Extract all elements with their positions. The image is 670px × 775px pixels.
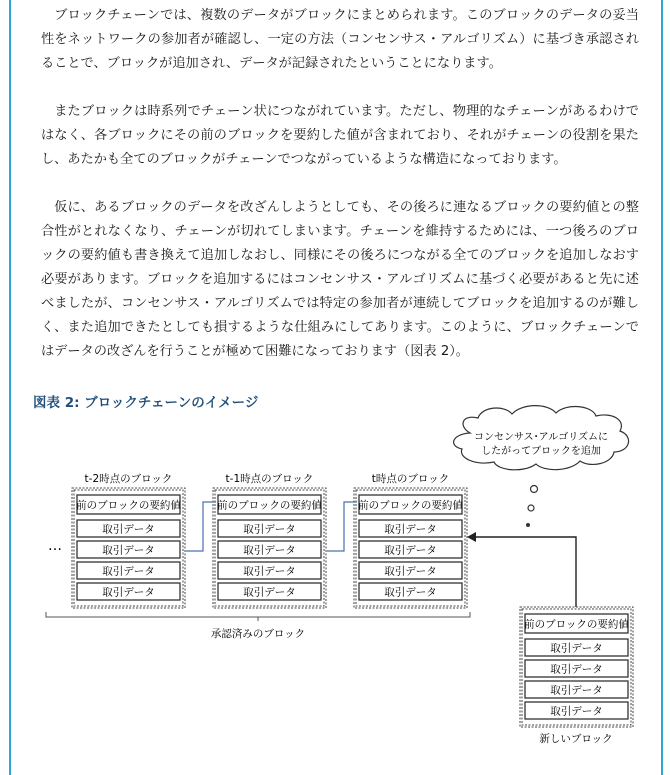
transaction-data-label: 取引データ [384,586,437,599]
chain-link-2 [327,502,357,551]
transaction-data-label: 取引データ [243,586,296,599]
figure-title: 図表 2: ブロックチェーンのイメージ [33,395,259,411]
transaction-data-label: 取引データ [550,705,603,718]
transaction-data-label: 取引データ [550,684,603,697]
summary-label: 前のブロックの要約値 [217,499,322,512]
add-arrow-head [467,532,476,542]
transaction-data-label: 取引データ [384,523,437,536]
block-1 [72,472,185,608]
transaction-data-label: 取引データ [102,523,155,536]
transaction-data-label: 取引データ [102,586,155,599]
block-2 [213,472,326,608]
cloud-text-line2: したがってブロックを追加 [481,446,601,457]
block-time-label: t時点のブロック [371,473,450,485]
paragraph-1: ブロックチェーンでは、複数のデータがブロックにまとめられます。このブロックのデータの妥当性をネットワークの参加者が確認し、一定の方法（コンセンサス・アルゴリズム）に基づき承認されることで、ブロックが追加され、データが記録されたということになります。 [41,8,639,71]
block-3 [354,472,467,608]
transaction-data-label: 取引データ [550,663,603,676]
thought-bubble-small [526,523,530,527]
block-new [520,607,633,727]
chain-ellipsis: … [48,538,62,554]
transaction-data-label: 取引データ [384,544,437,557]
approved-label: 承認済みのブロック [210,628,306,640]
transaction-data-label: 取引データ [384,565,437,578]
summary-label: 前のブロックの要約値 [524,618,629,631]
thought-bubble-large [531,486,538,493]
approved-brace [46,612,470,621]
cloud-text-line1: コンセンサス･アルゴリズムに [474,432,608,443]
approved-blocks [72,472,467,608]
summary-label: 前のブロックの要約値 [358,499,463,512]
chain-link-1 [186,502,216,551]
transaction-data-label: 取引データ [102,565,155,578]
transaction-data-label: 取引データ [243,565,296,578]
paragraph-3: 仮に、あるブロックのデータを改ざんしようとしても、その後ろに連なるブロックの要約値との整合性がとれなくなり、チェーンが切れてしまいます。チェーンを維持するためには、一つ後ろのブロックの要約値も書き換えて追加しなおし、同様にその後ろにつながる全てのブロックを追加しなおす必要があります。ブロックを追加するにはコンセンサス・アルゴリズムに基づく必要があると先に述べましたが、コンセンサス・アルゴリズムでは特定の参加者が連続してブロックを追加するのが難しく、また追加できたとしても損するような仕組みにしてあります。このように、ブロックチェーンではデータの改ざんを行うことが極めて困難になっております（図表 2）。 [41,200,639,359]
block-time-label: t-2時点のブロック [84,473,173,485]
new-block-label: 新しいブロック [539,733,613,745]
transaction-data-label: 取引データ [102,544,155,557]
new-block [520,607,633,727]
thought-bubble-medium [528,505,534,511]
consensus-cloud [454,406,629,470]
add-arrow-line [472,537,576,607]
block-time-label: t-1時点のブロック [225,473,314,485]
transaction-data-label: 取引データ [243,523,296,536]
transaction-data-label: 取引データ [243,544,296,557]
transaction-data-label: 取引データ [550,642,603,655]
summary-label: 前のブロックの要約値 [76,499,181,512]
paragraph-2: またブロックは時系列でチェーン状につながれています。ただし、物理的なチェーンがあるわけではなく、各ブロックにその前のブロックを要約した値が含まれており、それがチェーンの役割を果たし、あたかも全てのブロックがチェーンでつながっているような構造になっております。 [41,104,639,167]
